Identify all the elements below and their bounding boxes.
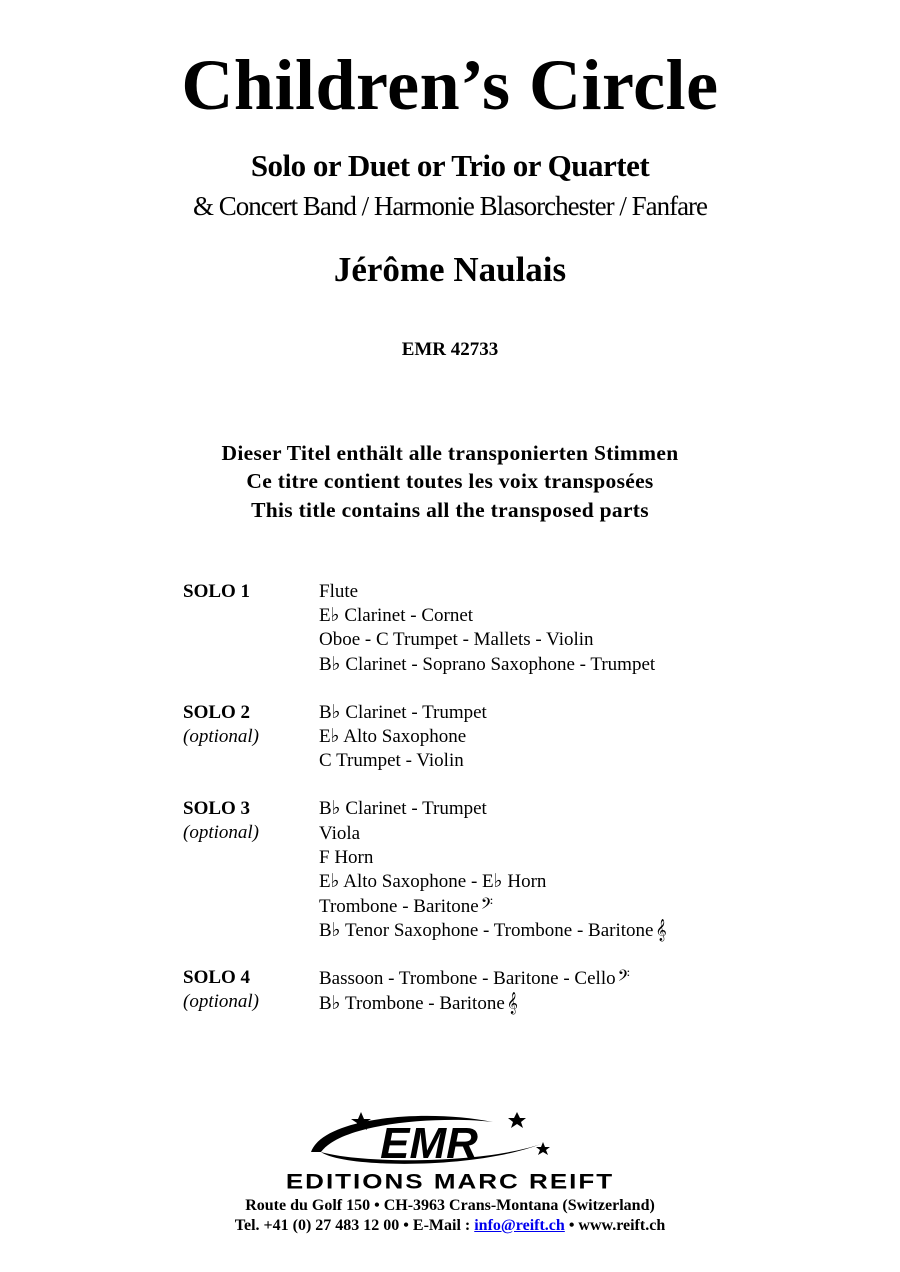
instrument-name: C Trumpet - Violin [319, 750, 464, 772]
instrument-item [319, 870, 843, 894]
solo-label [183, 797, 313, 845]
instrument-name: F Horn [319, 846, 374, 868]
publisher-name: EDITIONS MARC REIFT [285, 1168, 615, 1194]
solo-optional-label: (optional) [183, 725, 259, 747]
part-group [183, 797, 843, 942]
instrument-name: E♭ Alto Saxophone - E♭ Horn [319, 870, 547, 892]
bass-clef-icon: 𝄢 [480, 895, 493, 918]
instrument-name: Trombone - Baritone [319, 896, 479, 918]
instrument-list [319, 966, 843, 1014]
part-group [183, 701, 843, 774]
instrument-item [319, 701, 843, 725]
instrument-item [319, 822, 843, 846]
subtitle: Solo or Duet or Trio or Quartet [250, 148, 650, 183]
contact-website: • www.reift.ch [564, 1217, 666, 1234]
parts-list [183, 580, 843, 1039]
solo-name: SOLO 4 [183, 967, 251, 989]
instrument-item [319, 653, 843, 677]
instrument-name: B♭ Clarinet - Soprano Saxophone - Trumpet [319, 653, 656, 675]
solo-optional-label: (optional) [183, 991, 259, 1013]
composer-name: Jérôme Naulais [333, 250, 567, 289]
instrument-item [319, 580, 843, 604]
part-group [183, 580, 843, 677]
solo-name: SOLO 1 [183, 581, 251, 602]
treble-clef-icon: 𝄞 [655, 919, 667, 942]
solo-label [183, 966, 313, 1014]
instrument-list [319, 797, 843, 942]
transposition-note-english: This title contains all the transposed parts [251, 498, 649, 522]
contact-phone: Tel. +41 (0) 27 483 12 00 • E-Mail : [234, 1217, 475, 1234]
instrument-name: Viola [319, 822, 361, 844]
instrument-name: Oboe - C Trumpet - Mallets - Violin [319, 629, 594, 651]
instrument-name: E♭ Alto Saxophone [319, 725, 467, 747]
instrument-item [319, 797, 843, 821]
logo-text: EMR [380, 1119, 478, 1168]
solo-optional-label: (optional) [183, 822, 259, 844]
solo-name: SOLO 3 [183, 798, 251, 820]
solo-name: SOLO 2 [183, 701, 251, 723]
instrument-name: Flute [319, 581, 359, 602]
instrument-name: Bassoon - Trombone - Baritone - Cello [319, 968, 616, 990]
instrument-list [319, 580, 843, 677]
instrument-item [319, 725, 843, 749]
instrument-item [319, 846, 843, 870]
part-group [183, 966, 843, 1014]
instrument-item [319, 628, 843, 652]
instrument-name: E♭ Clarinet - Cornet [319, 605, 474, 627]
instrument-item [319, 991, 843, 1015]
page-title: Children’s Circle [181, 45, 719, 125]
publisher-contact [0, 1217, 900, 1235]
instrument-item [319, 604, 843, 628]
transposition-note-french: Ce titre contient toutes les voix transposées [246, 469, 654, 493]
instrument-name: B♭ Clarinet - Trumpet [319, 701, 487, 723]
instrument-list [319, 701, 843, 774]
solo-label [183, 580, 313, 604]
instrument-name: B♭ Trombone - Baritone [319, 992, 505, 1014]
instrumentation-subtitle: & Concert Band / Harmonie Blasorchester / Fanfare [192, 191, 708, 221]
bass-clef-icon: 𝄢 [617, 967, 630, 990]
instrument-item [319, 894, 843, 918]
transposition-note-german: Dieser Titel enthält alle transponierten Stimmen [221, 441, 679, 465]
instrument-name: B♭ Clarinet - Trumpet [319, 798, 487, 820]
emr-logo [303, 1108, 563, 1172]
publisher-address: Route du Golf 150 • CH-3963 Crans-Montana (Switzerland) [245, 1197, 655, 1214]
instrument-name: B♭ Tenor Saxophone - Trombone - Baritone [319, 920, 654, 942]
email-link[interactable]: info@reift.ch [474, 1217, 565, 1234]
instrument-item [319, 749, 843, 773]
instrument-item [319, 966, 843, 990]
instrument-item [319, 918, 843, 942]
treble-clef-icon: 𝄞 [506, 991, 519, 1014]
catalog-number: EMR 42733 [401, 339, 499, 360]
solo-label [183, 701, 313, 749]
